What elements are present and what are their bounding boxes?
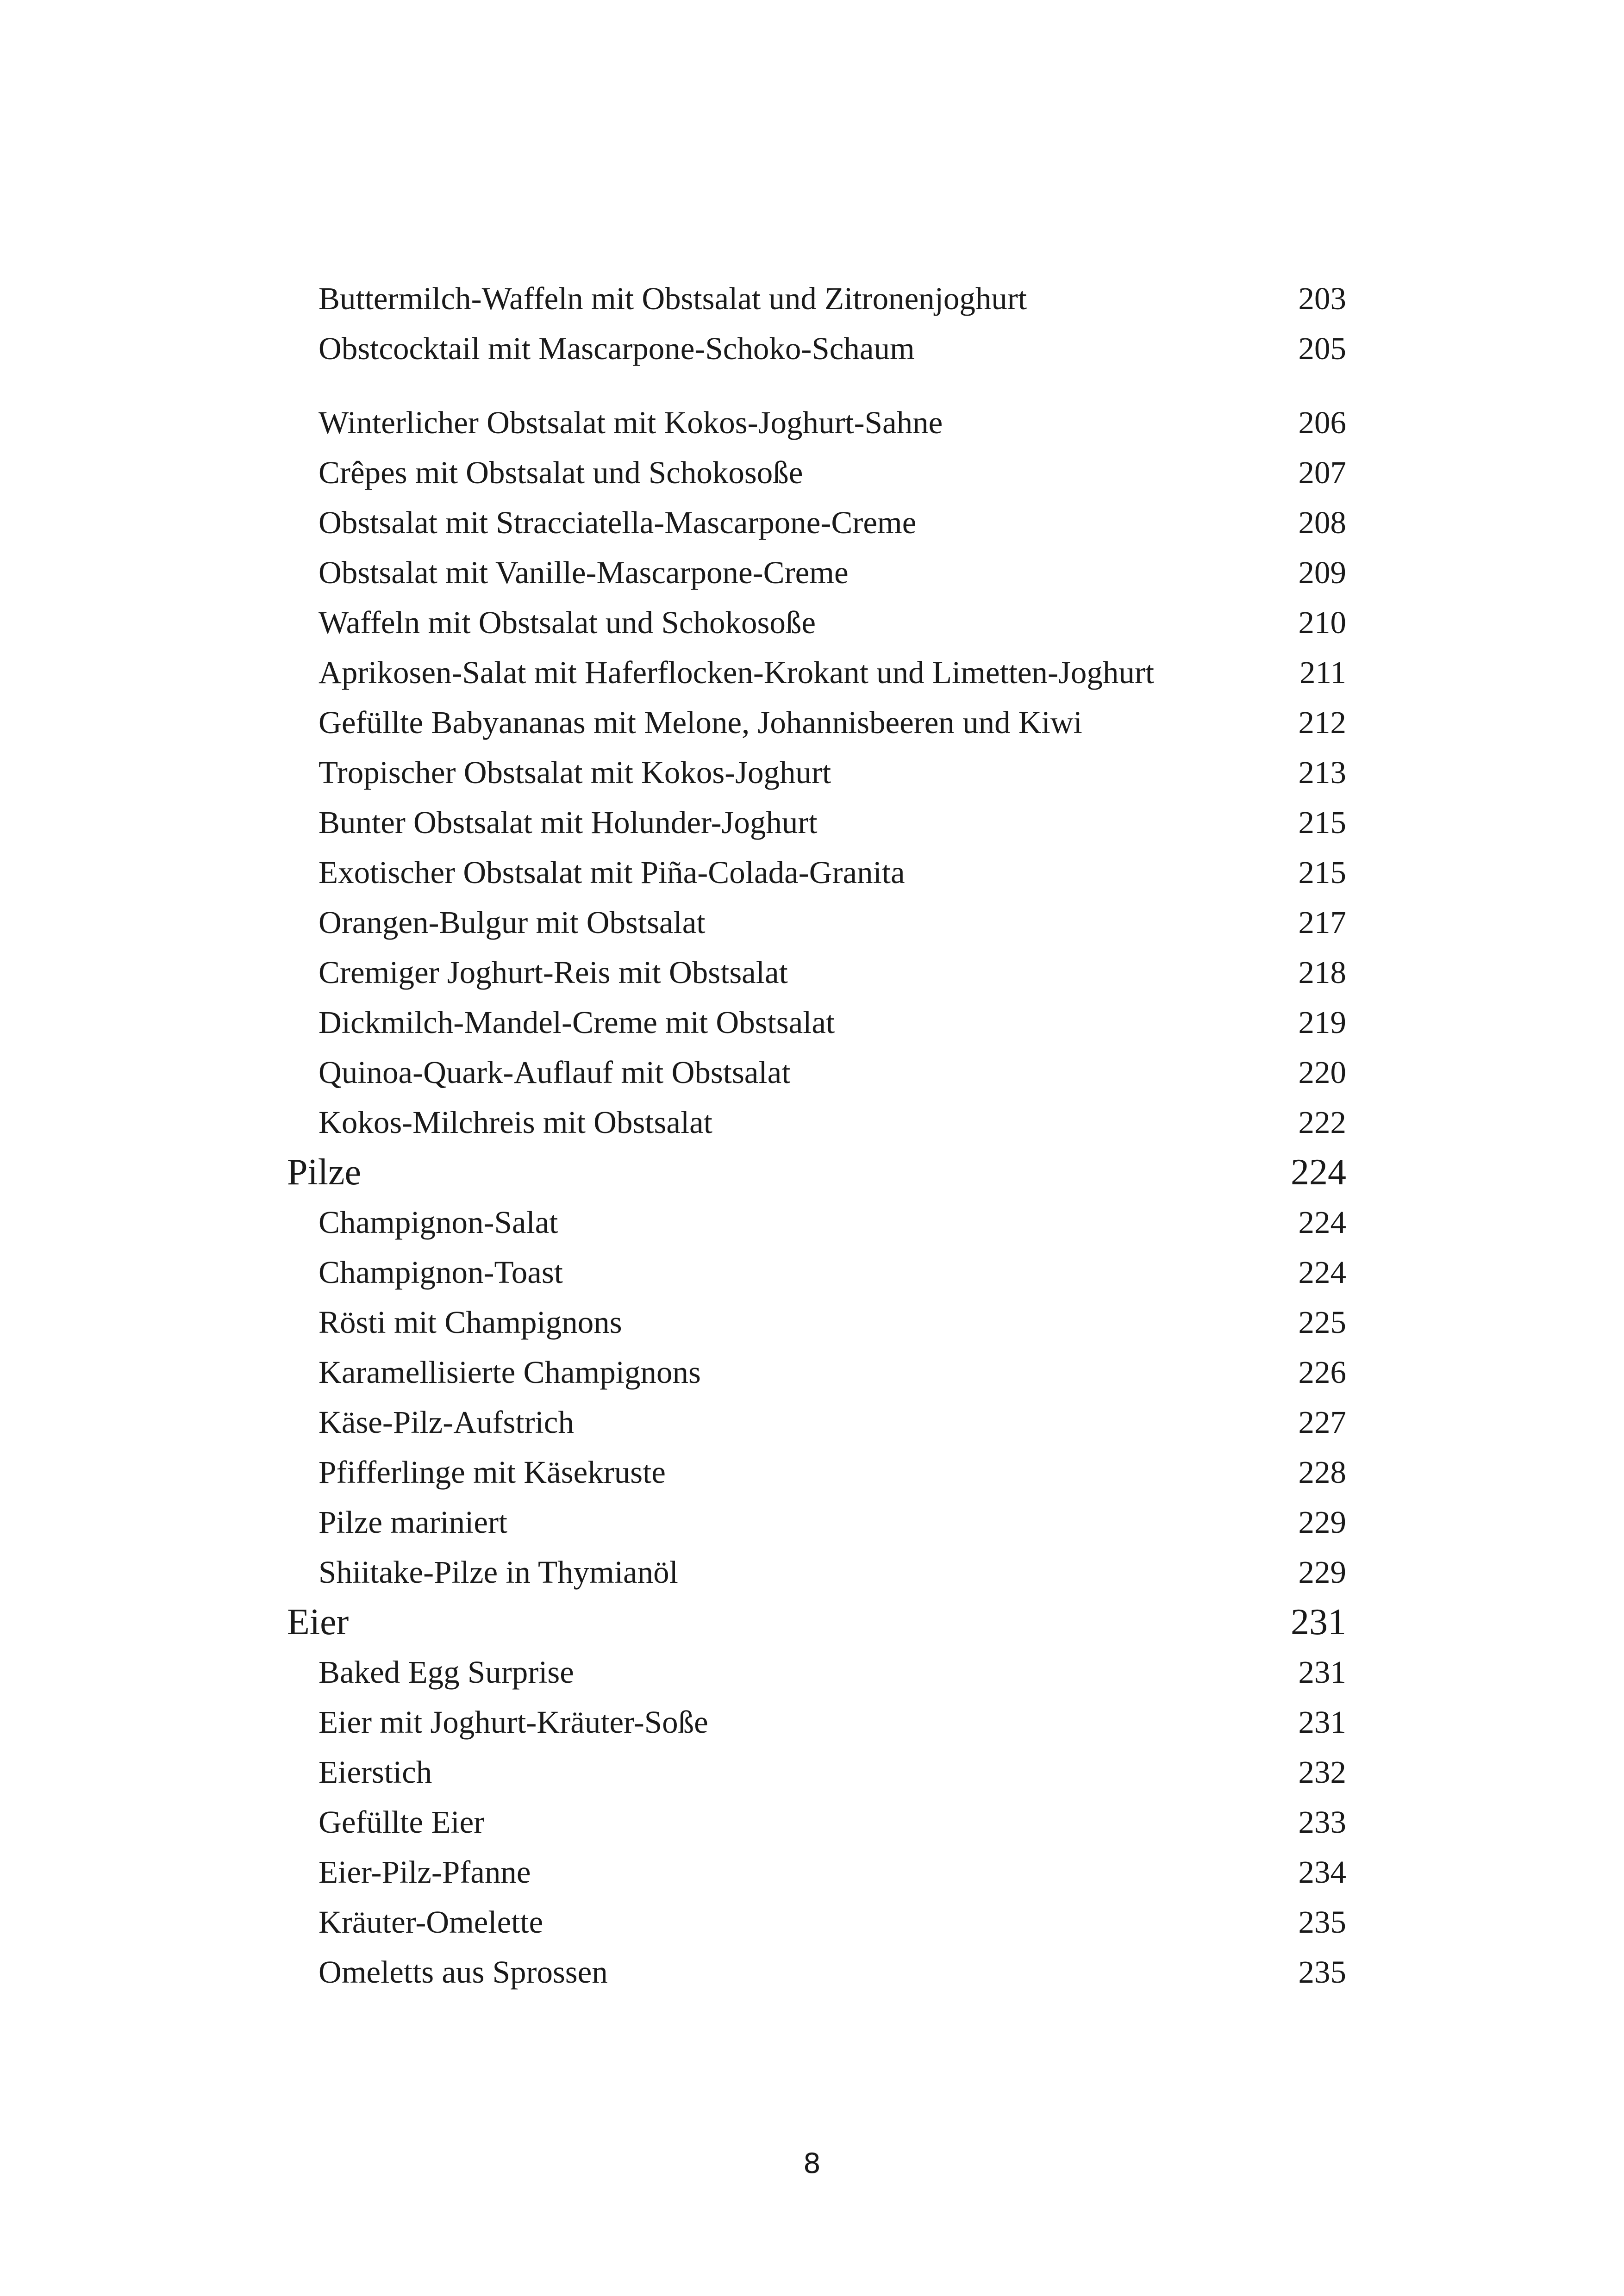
- toc-section-title: Pilze: [287, 1152, 361, 1193]
- toc-entry-row: [0, 273, 1624, 324]
- toc-entry-title: Karamellisierte Champignons: [319, 1355, 701, 1390]
- toc-section-page: 231: [1291, 1602, 1346, 1643]
- toc-entry-title: Käse-Pilz-Aufstrich: [319, 1405, 574, 1440]
- toc-entry-row: [0, 947, 1624, 998]
- toc-entry-title: Tropischer Obstsalat mit Kokos-Joghurt: [319, 755, 831, 790]
- toc-entry-title: Omeletts aus Sprossen: [319, 1954, 608, 1990]
- toc-entry-title: Shiitake-Pilze in Thymianöl: [319, 1555, 678, 1590]
- toc-entry-title: Baked Egg Surprise: [319, 1655, 574, 1690]
- toc-section-row: [0, 1147, 1624, 1198]
- toc-entry-page: 229: [1298, 1505, 1346, 1540]
- toc-entry-page: 229: [1298, 1555, 1346, 1590]
- toc-entry-page: 213: [1298, 755, 1346, 790]
- toc-entry-row: [0, 1947, 1624, 1997]
- toc-entry-page: 217: [1298, 905, 1346, 940]
- toc-entry-page: 233: [1298, 1804, 1346, 1840]
- toc-entry-row: [0, 1747, 1624, 1798]
- toc-entry-page: 234: [1298, 1854, 1346, 1890]
- toc-entry-page: 231: [1298, 1655, 1346, 1690]
- toc-entry-title: Waffeln mit Obstsalat und Schokosoße: [319, 605, 816, 640]
- toc-entry-row: [0, 897, 1624, 948]
- toc-entry-title: Quinoa-Quark-Auflauf mit Obstsalat: [319, 1055, 791, 1090]
- toc-entry-title: Pfifferlinge mit Käsekruste: [319, 1455, 666, 1490]
- toc-entry-page: 224: [1298, 1205, 1346, 1240]
- toc-entry-row: [0, 1097, 1624, 1148]
- toc-entry-page: 209: [1298, 555, 1346, 590]
- toc-entry-page: 218: [1298, 955, 1346, 990]
- toc-entry-row: [0, 1797, 1624, 1848]
- toc-entry-page: 212: [1298, 705, 1346, 740]
- toc-entry-title: Orangen-Bulgur mit Obstsalat: [319, 905, 706, 940]
- toc-entry-title: Rösti mit Champignons: [319, 1305, 622, 1340]
- toc-entry-page: 231: [1298, 1705, 1346, 1740]
- toc-entry-page: 220: [1298, 1055, 1346, 1090]
- toc-entry-row: [0, 547, 1624, 598]
- toc-entry-title: Crêpes mit Obstsalat und Schokosoße: [319, 455, 803, 490]
- toc-entry-row: [0, 1247, 1624, 1298]
- toc-entry-page: 211: [1299, 655, 1346, 690]
- toc-entry-row: [0, 1697, 1624, 1748]
- toc-entry-title: Gefüllte Eier: [319, 1804, 485, 1840]
- toc-entry-row: [0, 1197, 1624, 1248]
- toc-entry-row: [0, 647, 1624, 698]
- page-number: 8: [803, 2147, 821, 2180]
- toc-section-page: 224: [1291, 1152, 1346, 1193]
- toc-entry-title: Obstsalat mit Vanille-Mascarpone-Creme: [319, 555, 849, 590]
- toc-entry-row: [0, 1497, 1624, 1548]
- toc-entry-title: Obstsalat mit Stracciatella-Mascarpone-Creme: [319, 505, 917, 540]
- toc-entry-row: [0, 597, 1624, 648]
- toc-entry-title: Pilze mariniert: [319, 1505, 508, 1540]
- toc-entry-title: Winterlicher Obstsalat mit Kokos-Joghurt-Sahne: [319, 405, 943, 440]
- toc-entry-title: Eierstich: [319, 1755, 432, 1790]
- toc-entry-page: 205: [1298, 331, 1346, 366]
- toc-entry-page: 215: [1298, 855, 1346, 890]
- toc-section-title: Eier: [287, 1602, 349, 1643]
- toc-entry-row: [0, 1897, 1624, 1948]
- toc-entry-page: 208: [1298, 505, 1346, 540]
- toc-entry-page: 232: [1298, 1755, 1346, 1790]
- toc-entry-title: Obstcocktail mit Mascarpone-Schoko-Schaum: [319, 331, 915, 366]
- toc-entry-row: [0, 323, 1624, 374]
- toc-entry-title: Bunter Obstsalat mit Holunder-Joghurt: [319, 805, 818, 840]
- toc-entry-title: Eier-Pilz-Pfanne: [319, 1854, 531, 1890]
- toc-entry-row: [0, 1447, 1624, 1498]
- toc-entry-row: [0, 1047, 1624, 1098]
- toc-entry-page: 225: [1298, 1305, 1346, 1340]
- toc-entry-row: [0, 847, 1624, 898]
- toc-entry-title: Champignon-Salat: [319, 1205, 558, 1240]
- toc-entry-page: 206: [1298, 405, 1346, 440]
- toc-entry-title: Champignon-Toast: [319, 1255, 563, 1290]
- toc-entry-page: 222: [1298, 1105, 1346, 1140]
- toc-entry-row: [0, 1397, 1624, 1448]
- toc-entry-page: 219: [1298, 1005, 1346, 1040]
- toc-entry-row: [0, 997, 1624, 1048]
- toc-entry-row: [0, 797, 1624, 848]
- toc-entry-title: Kokos-Milchreis mit Obstsalat: [319, 1105, 712, 1140]
- toc-entry-title: Cremiger Joghurt-Reis mit Obstsalat: [319, 955, 788, 990]
- toc-entry-title: Kräuter-Omelette: [319, 1904, 543, 1940]
- toc-entry-page: 210: [1298, 605, 1346, 640]
- toc-entry-row: [0, 747, 1624, 798]
- toc-entry-row: [0, 1847, 1624, 1898]
- toc-entry-title: Aprikosen-Salat mit Haferflocken-Krokant und Limetten-Joghurt: [319, 655, 1154, 690]
- toc-entry-page: 235: [1298, 1954, 1346, 1990]
- toc-entry-page: 228: [1298, 1455, 1346, 1490]
- toc-entry-row: [0, 397, 1624, 448]
- toc-entry-title: Dickmilch-Mandel-Creme mit Obstsalat: [319, 1005, 835, 1040]
- toc-entry-page: 203: [1298, 281, 1346, 316]
- toc-entry-row: [0, 697, 1624, 748]
- toc-entry-row: [0, 1647, 1624, 1698]
- toc-entry-page: 215: [1298, 805, 1346, 840]
- toc-entry-page: 235: [1298, 1904, 1346, 1940]
- toc-entry-title: Eier mit Joghurt-Kräuter-Soße: [319, 1705, 708, 1740]
- toc-entry-row: [0, 1547, 1624, 1598]
- toc-section-row: [0, 1597, 1624, 1648]
- toc-entry-page: 207: [1298, 455, 1346, 490]
- toc-entry-row: [0, 447, 1624, 498]
- toc-entry-page: 226: [1298, 1355, 1346, 1390]
- toc-entry-page: 227: [1298, 1405, 1346, 1440]
- toc-entry-title: Gefüllte Babyananas mit Melone, Johannisbeeren und Kiwi: [319, 705, 1082, 740]
- toc-entry-page: 224: [1298, 1255, 1346, 1290]
- toc-entry-row: [0, 497, 1624, 548]
- toc-entry-title: Buttermilch-Waffeln mit Obstsalat und Zitronenjoghurt: [319, 281, 1027, 316]
- toc-entry-row: [0, 1297, 1624, 1348]
- toc-entry-title: Exotischer Obstsalat mit Piña-Colada-Granita: [319, 855, 905, 890]
- toc-entry-row: [0, 1347, 1624, 1398]
